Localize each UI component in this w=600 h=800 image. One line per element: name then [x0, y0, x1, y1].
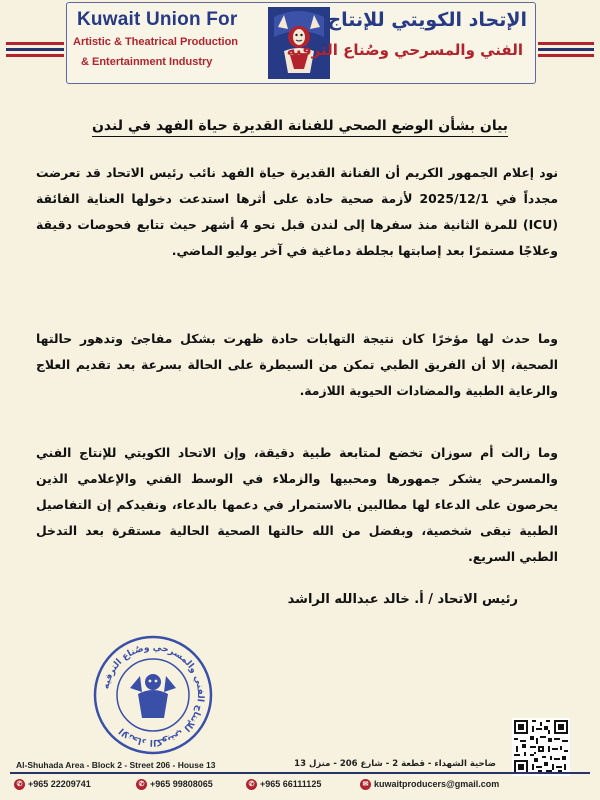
stripes-right [538, 42, 594, 60]
address-en: Al-Shuhada Area - Block 2 - Street 206 - House 13 [16, 760, 216, 770]
phone-1-text: +965 22209741 [28, 779, 91, 789]
letterhead [0, 0, 600, 100]
email-text: kuwaitproducers@gmail.com [374, 779, 500, 789]
footer-divider [10, 772, 590, 774]
org-name-en-line2: Artistic & Theatrical Production [73, 36, 239, 48]
contact-phone-1 [14, 779, 91, 790]
body-paragraph-2: وما حدث لها مؤخرًا كان نتيجة التهابات حادة ظهرت بشكل مفاجئ وتدهور حالتها الصحية، إلا أن الفريق الطبي تمكن من السيطرة على الحالة بسرعة بعد تقديم العلاج والرعاية الطبية والمضادات الحيوية اللازمة. [36, 331, 558, 398]
org-name-en-line1: Kuwait Union For [77, 9, 238, 30]
phone-3-text: +965 66111125 [260, 779, 322, 789]
body-paragraph-1: نود إعلام الجمهور الكريم أن الفنانة القديرة حياة الفهد نائب رئيس الاتحاد قد تعرضت مجدداً في 2025/12/1 لأزمة صحية حادة على أثرها استدعت دخولها العناية الفائقة (ICU) للمرة الثانية منذ سفرها إلى لندن قبل نحو 4 أشهر حيث تتابع فحوصات دقيقة وعلاجًا مستمرًا بعد إصابتها بجلطة دماغية في آخر يوليو الماضي. [36, 165, 558, 258]
body-paragraph-3: وما زالت أم سوزان تخضع لمتابعة طبية دقيقة، وإن الاتحاد الكويتي للإنتاج الفني والمسرحي يشكر جمهورها ومحبيها والزملاء في الوسط الفني والإعلامي الذين يحرصون على الدعاء لها مطالبين بالاستمرار في دعمها بالدعاء، ونفيدكم إن التفاصيل الطبية تبقى شخصية، وبفضل من الله حالتها الصحية الحالية مستقرة بعد التدخل الطبي السريع. [36, 445, 558, 564]
statement-title-text: بيان بشأن الوضع الصحي للفنانة القديرة حياة الفهد في لندن [92, 118, 508, 137]
letterhead-box [66, 2, 536, 84]
contact-phone-3 [246, 779, 321, 790]
mobile-icon: ✆ [246, 779, 257, 790]
statement-title [60, 118, 540, 134]
contact-phone-2 [136, 779, 213, 790]
stamp-text: الاتحاد الكويتي للإنتاج الفني والمسرحي وصُناع الترفيه [101, 642, 206, 748]
official-stamp-icon [92, 634, 214, 756]
phone-icon: ✆ [14, 779, 25, 790]
phone-2-text: +965 99808065 [150, 779, 213, 789]
email-icon: ✉ [360, 779, 371, 790]
contact-bar [14, 777, 590, 797]
whatsapp-icon: ✆ [136, 779, 147, 790]
org-name-en-line3: & Entertainment Industry [81, 56, 213, 68]
stripes-left [6, 42, 64, 60]
address-ar: ضاحية الشهداء - قطعة 2 - شارع 206 - منزل 13 [294, 759, 496, 769]
org-name-ar-line2: الفني والمسرحي وصُناع الترفيه [286, 41, 523, 59]
signature-line: رئيس الاتحاد / أ. خالد عبدالله الراشد [287, 592, 518, 607]
qr-code-icon [512, 718, 570, 776]
contact-email [360, 779, 499, 790]
org-name-ar-line1: الإتحاد الكويتي للإنتاج [327, 9, 527, 31]
